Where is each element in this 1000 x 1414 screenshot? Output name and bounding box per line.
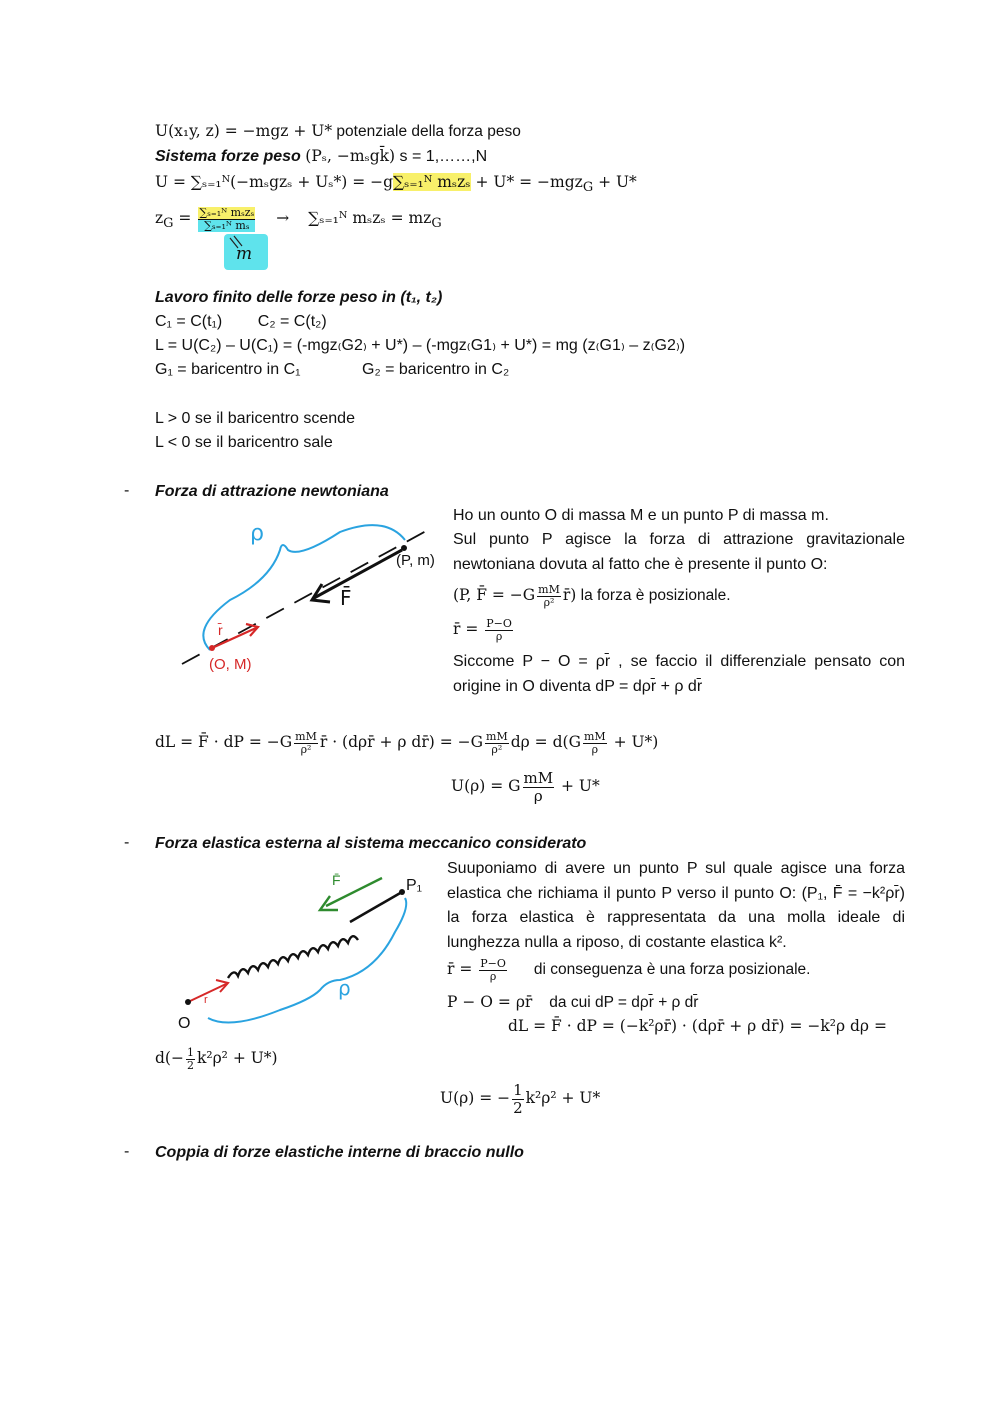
- weight-line-2: [155, 146, 487, 167]
- fig-elastic-rho-label: ρ: [338, 976, 351, 1000]
- elastic-dl-line: dL = F̄ · dP = (−k²ρr̄) · (dρr̄ + ρ dr̄) = −k²ρ dρ =: [508, 1017, 887, 1035]
- newton-para-1: Ho un ounto O di massa M e un punto P di massa m.: [453, 507, 829, 524]
- work-title: Lavoro finito delle forze peso in (t₁, t₂): [155, 289, 443, 306]
- arrow-icon: →: [276, 209, 290, 227]
- rigid-segment: [350, 892, 402, 922]
- elastic-diagram: [170, 862, 445, 1032]
- fig-elastic-p-label: P₁: [406, 877, 423, 894]
- newton-dl-line: [155, 724, 658, 760]
- sum-formula-sub: G: [582, 180, 594, 196]
- el-r-den: ρ: [489, 969, 497, 983]
- el-pd-b: da cui dP = dρr̄ + ρ dr̄: [549, 994, 699, 1011]
- dl-num2: mM: [486, 729, 508, 743]
- spring: [228, 936, 358, 978]
- work-negative: L < 0 se il baricentro sale: [155, 434, 333, 451]
- force-num: mM: [538, 582, 560, 596]
- fig-rho-label: ρ: [250, 521, 264, 546]
- potential-formula: U(x₁y, z) = −mgz + U*: [155, 122, 333, 140]
- work-c-line: C₁ = C(t₁) C₂ = C(t₂): [155, 313, 327, 330]
- work-positive: L > 0 se il baricentro scende: [155, 410, 355, 427]
- el-u-b: k²ρ² + U*: [525, 1089, 601, 1107]
- highlight-sum: ∑ₛ₌₁ᴺ mₛzₛ: [393, 173, 471, 191]
- el-r-text: di conseguenza è una forza posizionale.: [533, 961, 811, 978]
- point-o: [209, 645, 215, 651]
- sum-formula-b: + U* = −mgz: [470, 173, 583, 191]
- fig-elastic-r-label: r̄: [204, 994, 208, 1006]
- fig-r-label: r̄: [218, 622, 223, 638]
- dl-d: + U*): [608, 733, 659, 751]
- couple-title: Coppia di forze elastiche interne di braccio nullo: [155, 1144, 524, 1161]
- zg-numerator: ∑ₛ₌₁ᴺ mₛzₛ: [199, 205, 255, 219]
- el-u-num: 1: [513, 1080, 523, 1099]
- newton-title: Forza di attrazione newtoniana: [155, 483, 389, 500]
- fig-f-label: F̄: [340, 586, 352, 610]
- newton-u-line: [451, 766, 600, 806]
- weight-line-3: [155, 172, 637, 198]
- hand-mass-label: m: [236, 244, 253, 264]
- fig-om-label: (O, M): [209, 656, 252, 673]
- dl-c: dρ = d(G: [510, 733, 581, 751]
- el-r-left: r̄ =: [447, 960, 473, 978]
- dl-den3: ρ: [591, 742, 599, 756]
- zg-sub: G: [163, 216, 174, 232]
- force-b: r̄): [562, 586, 577, 604]
- dl-den1: ρ²: [300, 742, 312, 756]
- fig-pm-label: (P, m): [396, 552, 435, 569]
- el-d-num: 1: [186, 1045, 194, 1059]
- sum-formula-a: U = ∑ₛ₌₁ᴺ(−mₛgzₛ + Uₛ*) = −g: [155, 173, 394, 191]
- fig-elastic-f-label: F̄: [332, 872, 341, 888]
- elastic-pd-line: [447, 992, 698, 1013]
- r-den: ρ: [495, 629, 503, 643]
- u-den: ρ: [533, 786, 543, 805]
- dl-num3: mM: [583, 729, 606, 743]
- work-g2: G₂ = baricentro in C₂: [362, 361, 510, 378]
- zg-line: [155, 200, 442, 242]
- zg-right-sub: G: [431, 216, 442, 232]
- elastic-u-line: [440, 1076, 600, 1120]
- fig-elastic-o-label: O: [178, 1015, 191, 1032]
- newton-r-line: [453, 614, 515, 644]
- sum-formula-c: + U*: [593, 173, 637, 191]
- elastic-d-line: [155, 1042, 278, 1074]
- el-d-b: k²ρ² + U*): [196, 1049, 278, 1067]
- r-num: P−O: [486, 616, 512, 630]
- el-d-den: 2: [186, 1058, 194, 1072]
- el-r-num: P−O: [480, 956, 506, 970]
- elastic-brace: [208, 898, 406, 1023]
- dl-num1: mM: [295, 729, 317, 743]
- el-d-a: d(−: [155, 1049, 184, 1067]
- bullet-newton: -: [124, 482, 130, 499]
- zg-eq: =: [173, 209, 192, 227]
- force-arrow-shaft: [314, 550, 402, 598]
- zg-right: ∑ₛ₌₁ᴺ mₛzₛ = mz: [308, 209, 432, 227]
- elastic-para-1: Suuponiamo di avere un punto P sul quale agisce una forza elastica che richiama il punto P verso il punto O: (P₁, F̄ = −k²ρr̄) la forza elastica è rappresentata da una molla ideale di lunghezza nulla a riposo, di costante elastica k².: [447, 860, 905, 951]
- work-l-line: L = U(C₂) – U(C₁) = (-mgz₍G2₎ + U*) – (-mgz₍G1₎ + U*) = mg (z₍G1₎ – z₍G2₎): [155, 337, 686, 354]
- elastic-title: Forza elastica esterna al sistema meccanico considerato: [155, 835, 587, 852]
- brace-blue: [203, 521, 405, 650]
- u-b: + U*: [556, 777, 600, 795]
- zg-left: z: [155, 209, 164, 227]
- force-a: (P, F̄ = −G: [453, 586, 536, 604]
- newton-para-2: Sul punto P agisce la forza di attrazione gravitazionale newtoniana dovuta al fatto che è presente il punto O:: [453, 531, 905, 573]
- bullet-couple: -: [124, 1143, 130, 1160]
- weight-system-range: s = 1,……,N: [395, 148, 488, 165]
- el-u-den: 2: [513, 1098, 523, 1117]
- work-g1: G₁ = baricentro in C₁: [155, 361, 301, 378]
- weight-system-title: Sistema forze peso: [155, 148, 301, 165]
- elastic-r-line: [447, 954, 810, 985]
- weight-system-formula: (Pₛ, −mₛgk̄): [305, 147, 396, 165]
- u-a: U(ρ) = G: [451, 777, 521, 795]
- point-o-elastic: [185, 999, 191, 1005]
- el-u-a: U(ρ) = −: [440, 1089, 511, 1107]
- potential-text: potenziale della forza peso: [332, 123, 521, 140]
- bullet-elastic: -: [124, 834, 130, 851]
- force-text: la forza è posizionale.: [576, 587, 731, 604]
- dl-a: dL = F̄ · dP = −G: [155, 733, 293, 751]
- newton-para-3: Siccome P − O = ρr̄ , se faccio il differenziale pensato con origine in O diventa dP = dρr̄ + ρ dr̄: [453, 653, 905, 695]
- zg-denominator: ∑ₛ₌₁ᴺ mₛ: [198, 220, 255, 232]
- point-p1: [399, 889, 405, 895]
- r-left: r̄ =: [453, 620, 479, 638]
- newton-force-line: [453, 580, 731, 611]
- weight-line-1: [155, 121, 521, 142]
- zg-fraction: [198, 207, 255, 232]
- dl-b: r̄ · (dρr̄ + ρ dr̄) = −G: [319, 733, 484, 751]
- dl-den2: ρ²: [491, 742, 503, 756]
- force-den: ρ²: [543, 595, 555, 609]
- u-num: mM: [523, 768, 554, 787]
- el-pd-a: P − O = ρr̄: [447, 993, 533, 1011]
- green-force-head: [320, 896, 338, 910]
